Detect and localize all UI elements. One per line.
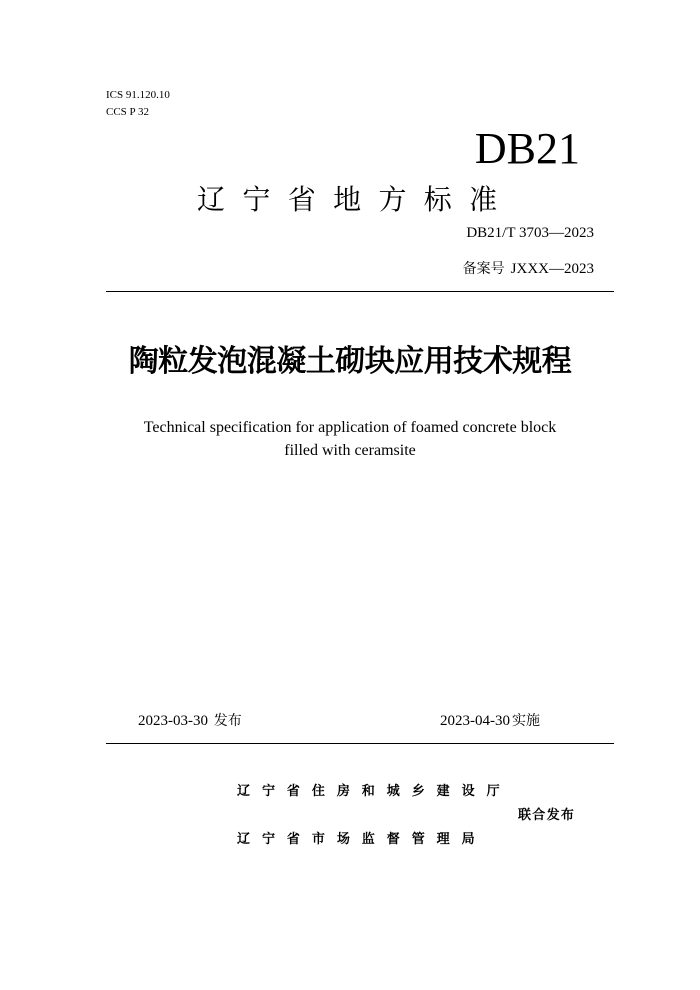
english-title [0,416,700,462]
bottom-divider [106,743,614,744]
implement-label: 实施 [512,713,540,729]
english-title-line1: Technical specification for application of foamed concrete block [143,419,557,436]
joint-issue-label: 联合发布 [518,808,576,823]
issue-date: 2023-03-30 [138,713,208,729]
issue-date-line [138,711,242,731]
record-number-line [463,259,594,279]
standard-number: DB21/T 3703—2023 [466,225,594,241]
issue-label: 发布 [213,713,242,729]
issuer-market-bureau: 辽宁省市场监督管理局 [237,832,487,847]
implement-date-line [440,711,540,731]
record-label: 备案号 [462,261,505,277]
top-divider [106,291,614,292]
ics-code: ICS 91.120.10 [106,89,170,101]
classification-codes [106,87,170,121]
implement-date: 2023-04-30 [440,713,510,729]
db-code: DB21 [474,124,580,173]
standard-type: 辽宁省地方标准 [197,183,515,216]
english-title-line2: filled with ceramsite [284,442,416,459]
ccs-code: CCS P 32 [106,106,150,118]
chinese-title: 陶粒发泡混凝土砌块应用技术规程 [128,344,572,379]
record-number: JXXX—2023 [510,261,594,277]
issuer-housing-dept: 辽宁省住房和城乡建设厅 [237,784,512,799]
